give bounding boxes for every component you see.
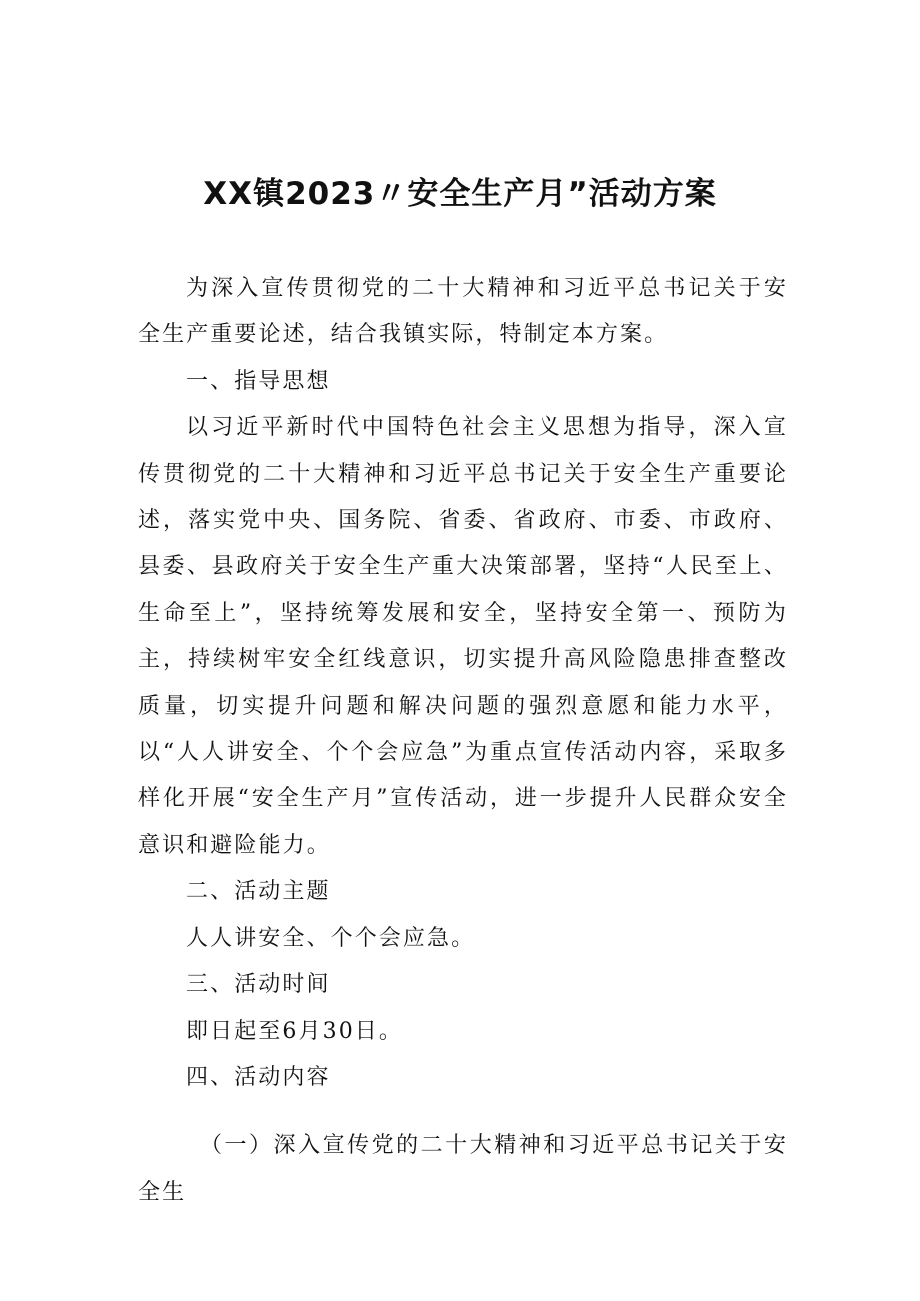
guiding-ideology-paragraph: 以习近平新时代中国特色社会主义思想为指导，深入宣传贯彻党的二十大精神和习近平总书记关于安全生产重要论述，落实党中央、国务院、省委、省政府、市委、市政府、县委、县政府关于安全生产重大决策部署，坚持“人民至上、生命至上”，坚持统筹发展和安全，坚持安全第一、预防为主，持续树牢安全红线意识，切实提升高风险隐患排查整改质量，切实提升问题和解决问题的强烈意愿和能力水平，以“人人讲安全、个个会应急”为重点宣传活动内容，采取多样化开展“安全生产月”宣传活动，进一步提升人民群众安全意识和避险能力。 — [138, 415, 788, 858]
section-heading-activity-content: 四、活动内容 — [186, 1064, 331, 1090]
activity-time-paragraph: 即日起至6月30日。 — [186, 1018, 403, 1044]
activity-theme-paragraph: 人人讲安全、个个会应急。 — [186, 925, 476, 951]
subsection-heading-1: （一）深入宣传党的二十大精神和习近平总书记关于安全生 — [138, 1133, 788, 1205]
document-title: XX镇2023〃安全生产月”活动方案 — [203, 176, 717, 212]
section-heading-guiding-ideology: 一、指导思想 — [186, 368, 331, 394]
document-body — [138, 266, 788, 1216]
intro-paragraph: 为深入宣传贯彻党的二十大精神和习近平总书记关于安全生产重要论述，结合我镇实际，特制定本方案。 — [138, 276, 788, 348]
section-heading-activity-theme: 二、活动主题 — [186, 879, 331, 905]
section-heading-activity-time: 三、活动时间 — [186, 972, 331, 998]
